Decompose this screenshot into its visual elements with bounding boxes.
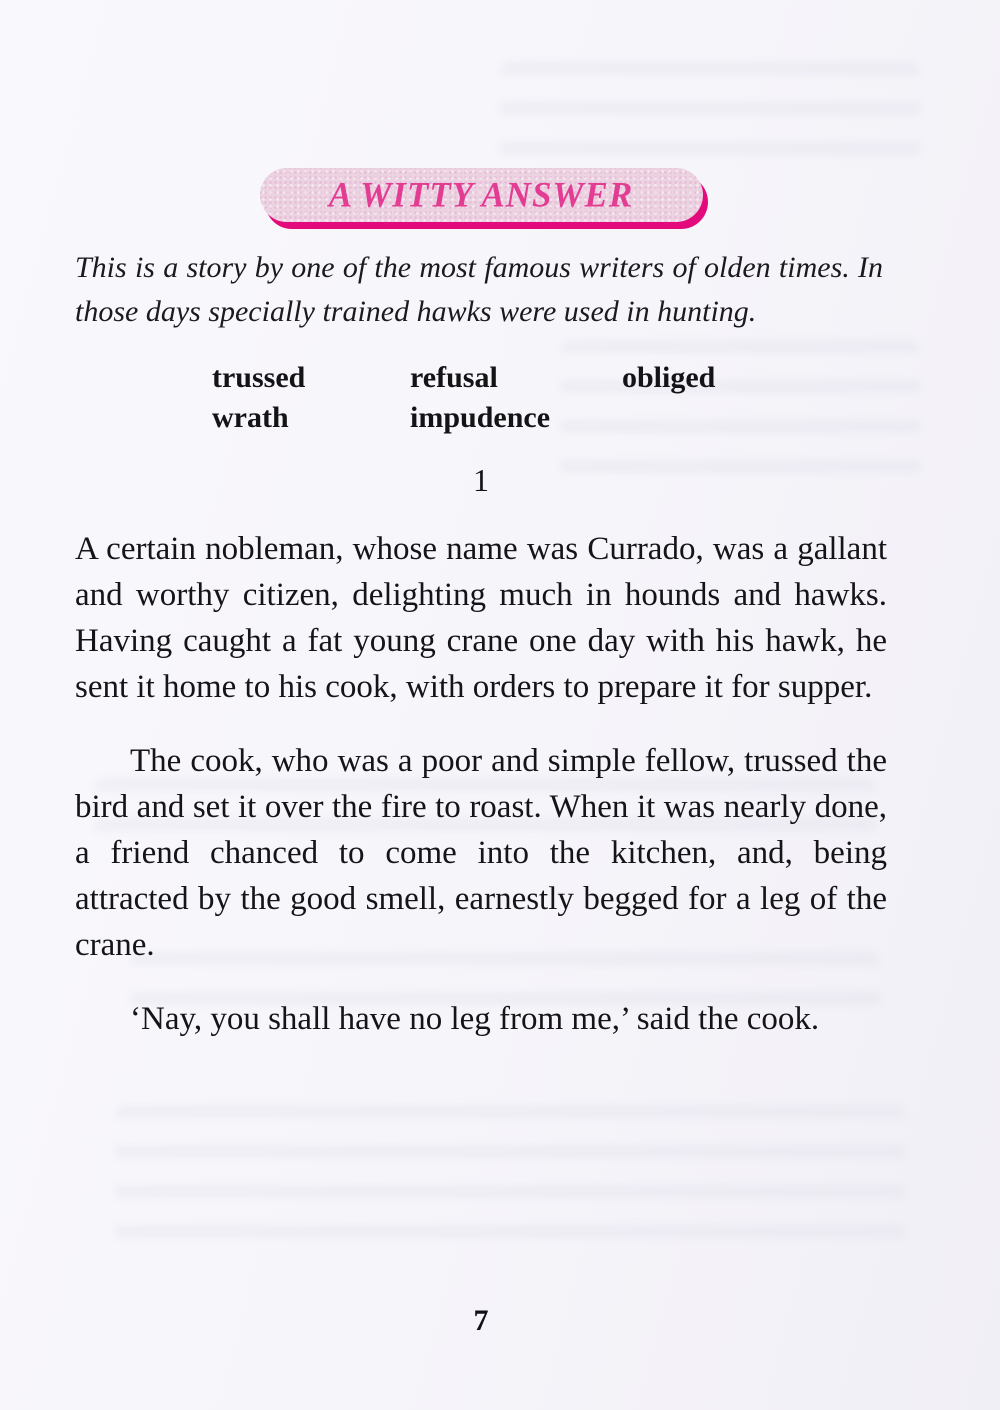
vocabulary-word-list: [212, 358, 887, 438]
section-number: 1: [473, 462, 489, 498]
story-paragraph: The cook, who was a poor and simple fellow, trussed the bird and set it over the fire to roast. When it was nearly done, a friend chanced to come into the kitchen, and, being attracted by the good smell, earnestly begged for a leg of the crane.: [75, 743, 887, 963]
vocabulary-word: trussed: [212, 361, 306, 394]
vocabulary-word: refusal: [410, 361, 498, 394]
story-introduction-note: This is a story by one of the most famous writers of olden times. In those days specially trained hawks were used in hunting.: [75, 251, 883, 328]
story-paragraph: ‘Nay, you shall have no leg from me,’ said the cook.: [130, 1001, 820, 1037]
story-title: A WITTY ANSWER: [328, 174, 634, 215]
vocabulary-word: wrath: [212, 401, 289, 434]
story-body: [75, 526, 887, 1042]
story-paragraph: A certain nobleman, whose name was Currado, was a gallant and worthy citizen, delighting much in hounds and hawks. Having caught a fat young crane one day with his hawk, he sent it home to his cook, with orders to prepare it for supper.: [75, 531, 887, 705]
bleed-through-ghost: [115, 1105, 905, 1250]
page-content: [75, 0, 887, 1070]
page-number: 7: [473, 1304, 489, 1337]
vocabulary-word: obliged: [622, 361, 716, 394]
story-title-banner: [260, 168, 703, 222]
vocabulary-word: impudence: [410, 401, 551, 434]
